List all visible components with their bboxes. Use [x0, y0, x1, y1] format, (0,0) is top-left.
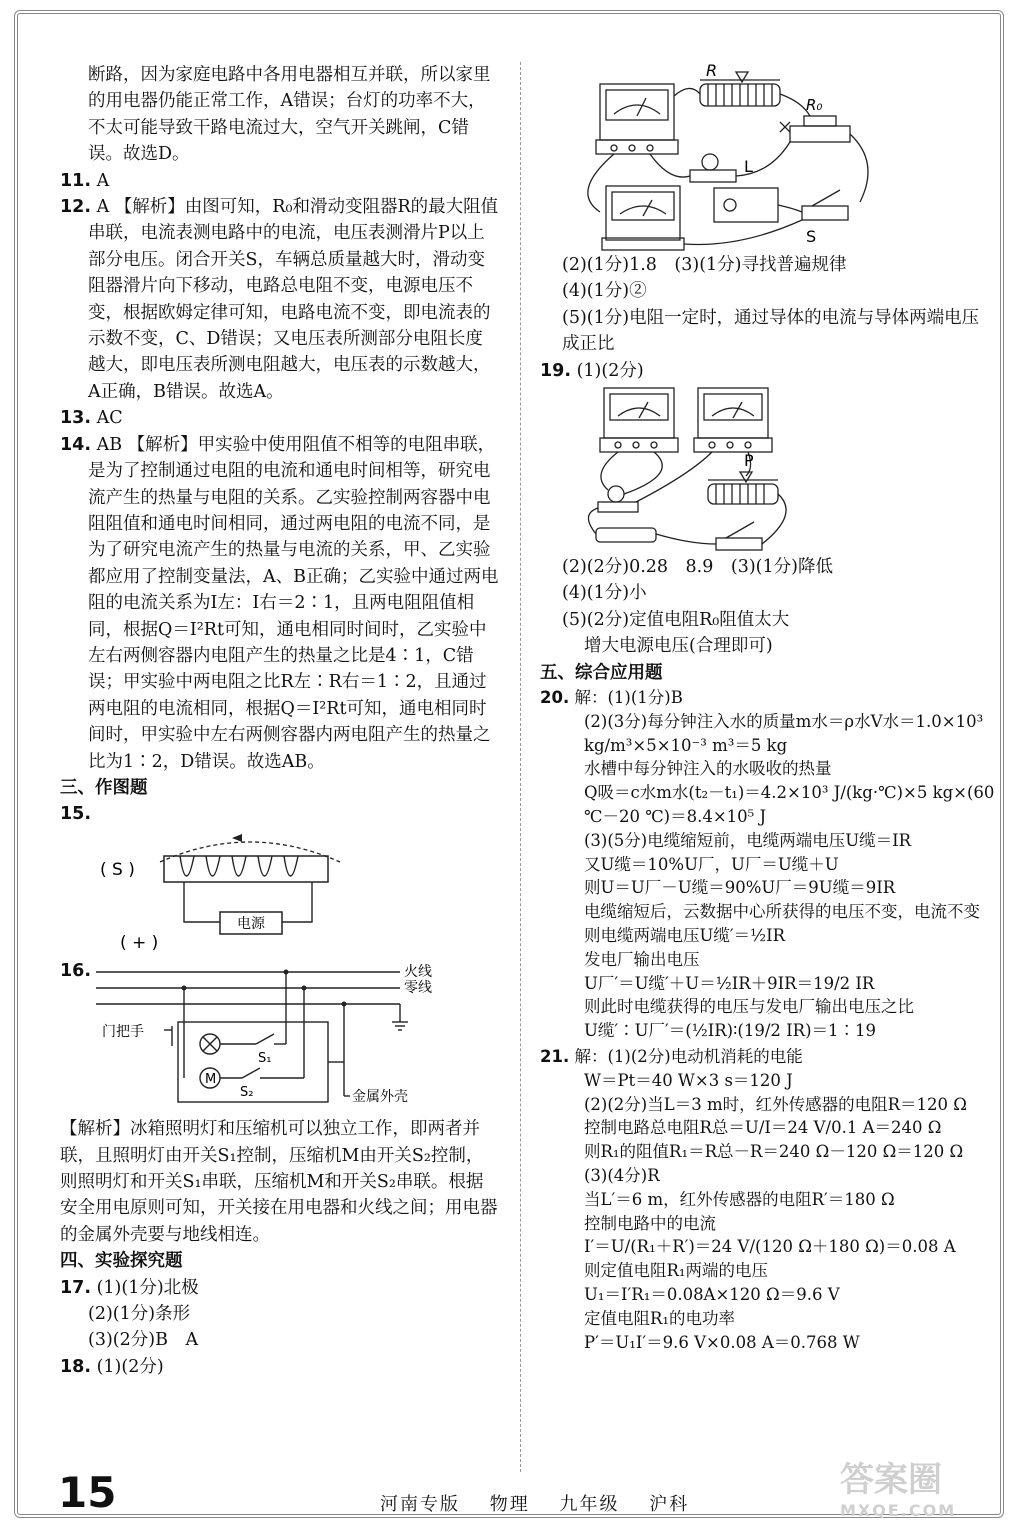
answer-20-line-10: 发电厂输出电压 — [584, 949, 700, 969]
answer-17-line-3: (3)(2分)B A — [88, 1330, 199, 1351]
answer-17-line-1: 17. (1)(1分)北极 — [60, 1277, 199, 1298]
answer-20-line-12: 则此时电缆获得的电压与发电厂输出电压之比 — [584, 997, 914, 1017]
label-door-handle: 门把手 — [102, 1024, 144, 1041]
answer-18-line-4: (5)(1分)电阻一定时，通过导体的电流与导体两端电压成正比 — [562, 307, 980, 355]
answer-16-label: 16. — [60, 960, 92, 981]
label-s1: S₁ — [258, 1051, 272, 1067]
answer-21-line-10: 则定值电阻R₁两端的电压 — [584, 1261, 769, 1281]
answer-20-line-11: U厂′＝U缆′＋U＝½IR＋9IR＝19/2 IR — [584, 973, 875, 993]
left-column — [60, 62, 500, 1380]
label-s-pole: ( S ) — [100, 859, 135, 880]
figure-18-circuit — [540, 62, 995, 252]
answer-20-line-8: 电缆缩短后，云数据中心所获得的电压不变，电流不变 — [584, 902, 980, 922]
answer-20-line-7: 则U＝U厂－U缆＝90%U厂＝9U缆＝9IR — [584, 878, 896, 898]
footer-subject: 物理 — [489, 1494, 530, 1515]
answer-20-line-5: (3)(5分)电缆缩短前，电缆两端电压U缆＝IR — [584, 830, 912, 850]
figure-19-circuit — [540, 384, 995, 554]
section-4-heading: 四、实验探究题 — [60, 1251, 183, 1272]
answer-10-tail: 断路，因为家庭电路中各用电器相互并联，所以家里的用电器仍能正常工作，A错误；台灯的功率不大，不太可能导致干路电流过大，空气开关跳闸，C错误。故选D。 — [88, 65, 491, 165]
answer-20-line-9: 则电缆两端电压U缆′＝½IR — [584, 926, 786, 946]
answer-13: 13. AC — [60, 408, 123, 429]
page-number: 15 — [58, 1468, 117, 1517]
answer-21-line-3: (2)(2分)当L＝3 m时，红外传感器的电阻R＝120 Ω — [584, 1094, 967, 1114]
label-plus: ( + ) — [120, 932, 159, 953]
label-R: R — [706, 62, 718, 80]
answer-19-line-5: 增大电源电压(合理即可) — [584, 636, 773, 657]
answer-18-line-2: (2)(1分)1.8 (3)(1分)寻找普遍规律 — [562, 255, 847, 275]
label-metal-case: 金属外壳 — [352, 1089, 408, 1106]
column-divider — [520, 62, 521, 1472]
figure-16-fridge-circuit — [60, 962, 500, 1122]
answer-19-line-4: (5)(2分)定值电阻R₀阻值太大 — [562, 609, 790, 630]
answer-19-line-3: (4)(1分)小 — [562, 583, 647, 604]
answer-20-line-4: Q吸＝c水m水(t₂－t₁)＝4.2×10³ J/(kg·℃)×5 kg×(60 ℃－20 ℃)＝8.4×10⁵ J — [584, 783, 995, 827]
answer-20-line-13: U缆′∶U厂′＝(½IR)∶(19/2 IR)＝1∶19 — [584, 1021, 877, 1041]
section-5-heading: 五、综合应用题 — [540, 662, 663, 683]
answer-17-line-2: (2)(1分)条形 — [88, 1304, 191, 1325]
label-source: 电源 — [237, 915, 265, 932]
figure-15-solenoid — [60, 828, 500, 958]
footer-grade: 九年级 — [559, 1494, 620, 1515]
watermark-text: 答案圈 — [840, 1460, 942, 1500]
answer-20-line-2: (2)(3分)每分钟注入水的质量m水＝ρ水V水＝1.0×10³ kg/m³×5×10⁻³ m³＝5 kg — [584, 711, 984, 755]
watermark-url: MXQE.COM — [840, 1501, 957, 1520]
answer-20 — [540, 686, 995, 1043]
answer-12: 12. A 【解析】由图可知，R₀和滑动变阻器R的最大阻值串联，电流表测电路中的电流，电压表测滑片P以上部分电压。闭合开关S，车辆总质量越大时，滑动变阻器滑片向下移动，电路总电阻不变，电源电压不变，根据欧姆定律可知，电路电流不变，即电流表的示数不变，C、D错误；又电压表所测部分电阻长度越大，即电压表所测电阻越大，电压表的示数越大，A正确，B错误。故选A。 — [60, 197, 499, 402]
answer-21-line-11: U₁＝I′R₁＝0.08A×120 Ω＝9.6 V — [584, 1284, 840, 1304]
footer-press: 沪科 — [649, 1494, 690, 1515]
page-footer — [380, 1490, 711, 1516]
answer-21 — [540, 1045, 995, 1354]
section-3-heading: 三、作图题 — [60, 777, 148, 798]
answer-15-label: 15. — [60, 804, 92, 825]
answer-21-line-7: 当L′＝6 m，红外传感器的电阻R′＝180 Ω — [584, 1189, 895, 1209]
answer-21-line-9: I′＝U/(R₁＋R′)＝24 V/(120 Ω＋180 Ω)＝0.08 A — [584, 1237, 956, 1257]
answer-18-line-3: (4)(1分)② — [562, 281, 647, 302]
answer-21-line-6: (3)(4分)R — [584, 1166, 660, 1185]
answer-21-line-1: 21. 解：(1)(2分)电动机消耗的电能 — [540, 1047, 803, 1067]
answer-20-line-3: 水槽中每分钟注入的水吸收的热量 — [584, 759, 832, 779]
watermark-logo — [840, 1452, 956, 1520]
label-fire-wire: 火线 — [404, 964, 432, 981]
answer-19-line-2: (2)(2分)0.28 8.9 (3)(1分)降低 — [562, 557, 833, 578]
answer-20-line-6: 又U缆＝10%U厂，U厂＝U缆＋U — [584, 854, 839, 874]
answer-14: 14. AB 【解析】甲实验中使用阻值不相等的电阻串联，是为了控制通过电阻的电流和通电时间相等，研究电流产生的热量与电阻的关系。乙实验控制两容器中电阻阻值和通电时间相同，通过两电阻的电流不同，是为了研究电流产生的热量与电流的关系，甲、乙实验都应用了控制变量法，A、B正确；乙实验中通过两电阻的电流关系为I左：I右＝2∶1，且两电阻阻值相同，根据Q＝I²Rt可知，通电相同时间时，乙实验中左右两侧容器内电阻产生的热量之比是4∶1，C错误；甲实验中两电阻之比R左∶R右＝1∶2，且通过两电阻的电流相同，根据Q＝I²Rt可知，通电相同时间时，甲实验中左右两侧容器内两电阻产生的热量之比为1∶2，D错误。故选AB。 — [60, 434, 499, 772]
answer-21-line-4: 控制电路总电阻R总＝U/I＝24 V/0.1 A＝240 Ω — [584, 1118, 942, 1138]
answer-21-line-2: W＝Pt＝40 W×3 s＝120 J — [584, 1070, 793, 1090]
label-S: S — [806, 227, 817, 246]
answer-20-line-1: 20. 解：(1)(1分)B — [540, 688, 683, 708]
label-s2: S₂ — [240, 1085, 254, 1101]
answer-21-line-12: 定值电阻R₁的电功率 — [584, 1308, 736, 1328]
answer-21-line-8: 控制电路中的电流 — [584, 1213, 716, 1233]
label-P: P — [744, 451, 754, 471]
answer-21-line-5: 则R₁的阻值R₁＝R总－R＝240 Ω－120 Ω＝120 Ω — [584, 1142, 964, 1162]
answer-18-line-1: 18. (1)(2分) — [60, 1356, 164, 1377]
footer-edition: 河南专版 — [380, 1494, 460, 1515]
label-motor: M — [205, 1072, 217, 1088]
answer-16-analysis: 【解析】冰箱照明灯和压缩机可以独立工作，即两者并联，且照明灯由开关S₁控制，压缩机M由开关S₂控制，则照明灯和开关S₁串联，压缩机M和开关S₂串联。根据安全用电原则可知，开关接在用电器和火线之间；用电器的金属外壳要与地线相连。 — [60, 1119, 498, 1245]
answer-11: 11. A — [60, 170, 110, 191]
label-L: L — [744, 157, 753, 176]
answer-21-line-13: P′＝U₁I′＝9.6 V×0.08 A＝0.768 W — [584, 1332, 860, 1352]
right-column — [540, 62, 995, 1354]
answer-19-line-1: 19. (1)(2分) — [540, 360, 644, 381]
label-zero-wire: 零线 — [404, 980, 432, 997]
label-R0: R₀ — [806, 96, 823, 114]
